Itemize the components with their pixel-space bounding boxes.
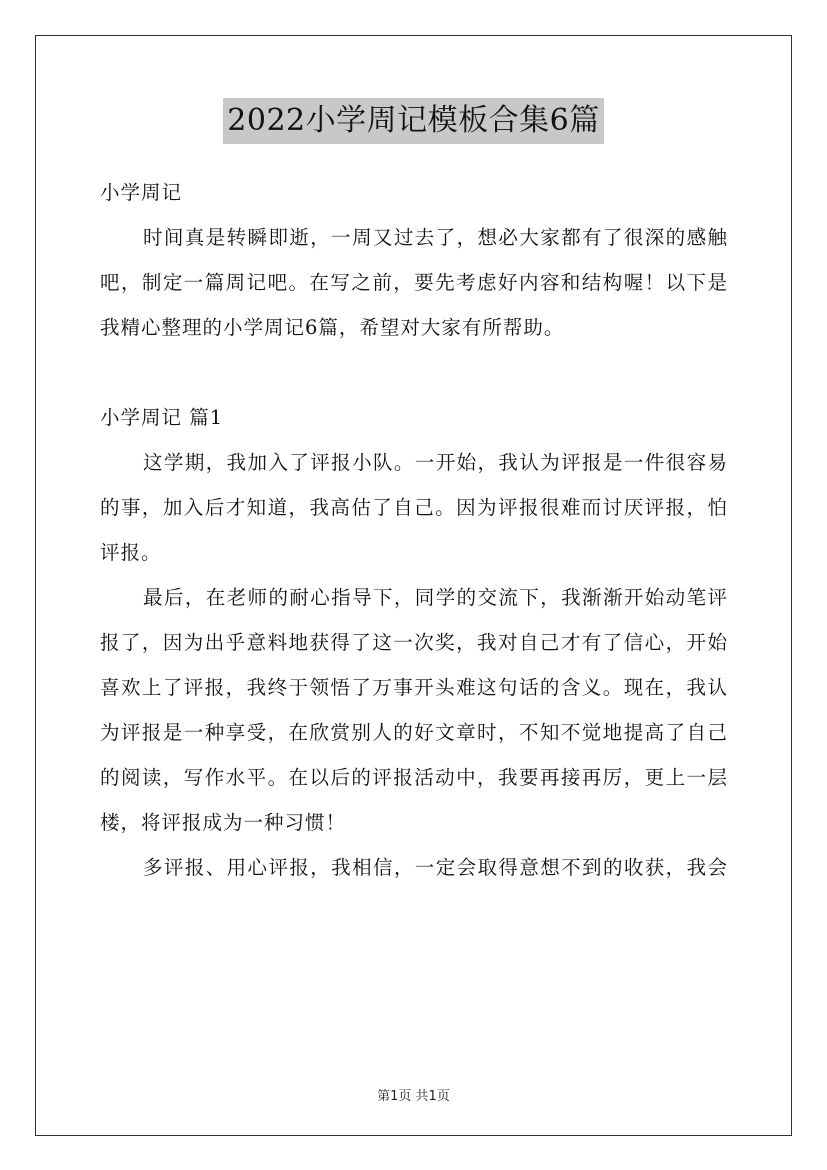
paragraph-line: 时间真是转瞬即逝，一周又过去了，想必大家都有了很深的感触 (143, 226, 728, 249)
paragraph-line: 评报。 (100, 541, 162, 564)
paragraph-line: 喜欢上了评报，我终于领悟了万事开头难这句话的含义。现在，我认 (100, 676, 728, 699)
section-heading: 小学周记 (100, 181, 183, 204)
paragraph-line: 我精心整理的小学周记6篇，希望对大家有所帮助。 (100, 316, 565, 339)
paragraph-line: 多评报、用心评报，我相信，一定会取得意想不到的收获，我会 (143, 856, 728, 879)
document-title: 2022小学周记模板合集6篇 (223, 98, 603, 144)
paragraph-line: 的事，加入后才知道，我高估了自己。因为评报很难而讨厌评报，怕 (100, 496, 728, 519)
page-footer: 第1页 共1页 (377, 1089, 450, 1104)
paragraph-line: 的阅读，写作水平。在以后的评报活动中，我要再接再厉，更上一层 (100, 766, 728, 789)
paragraph-line: 楼，将评报成为一种习惯！ (100, 811, 347, 834)
title-container (0, 98, 827, 144)
paragraph-line: 最后，在老师的耐心指导下，同学的交流下，我渐渐开始动笔评 (143, 586, 728, 609)
paragraph-line: 报了，因为出乎意料地获得了这一次奖，我对自己才有了信心，开始 (100, 631, 728, 654)
blank-line (100, 350, 728, 395)
paragraph-line: 为评报是一种享受，在欣赏别人的好文章时，不知不觉地提高了自己 (100, 721, 728, 744)
paragraph-line: 这学期，我加入了评报小队。一开始，我认为评报是一件很容易 (143, 451, 728, 474)
section-heading: 小学周记 篇1 (100, 406, 224, 429)
paragraph-line: 吧，制定一篇周记吧。在写之前，要先考虑好内容和结构喔！以下是 (100, 271, 728, 294)
document-body (100, 170, 728, 890)
